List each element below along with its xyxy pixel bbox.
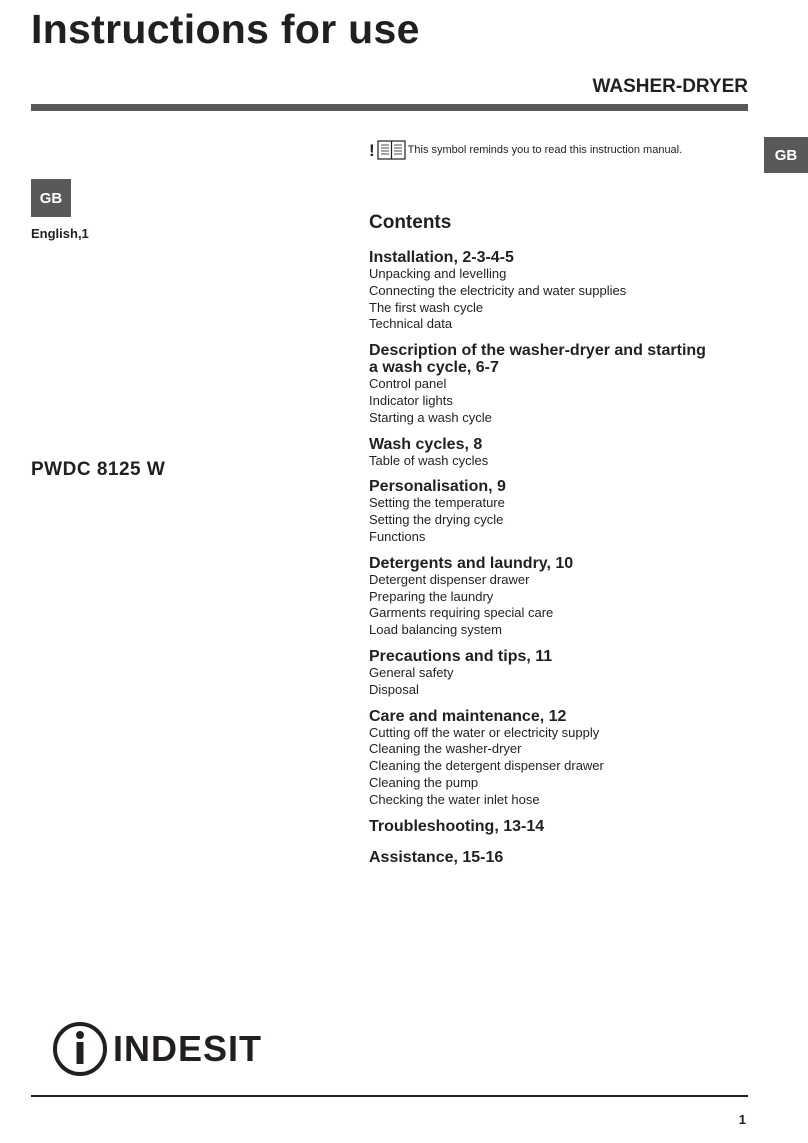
- toc-item: Setting the drying cycle: [369, 512, 504, 528]
- toc-item: Table of wash cycles: [369, 452, 489, 468]
- toc-section-troubleshooting: [369, 818, 759, 835]
- toc-item: Cleaning the detergent dispenser drawer: [369, 758, 604, 774]
- toc-item: The first wash cycle: [369, 299, 484, 315]
- contents-heading: Contents: [369, 212, 452, 233]
- toc-item: Garments requiring special care: [369, 605, 554, 621]
- product-type: WASHER-DRYER: [592, 76, 748, 97]
- toc-section-title: Precautions and tips, 11: [369, 647, 553, 665]
- brand-wordmark: INDESIT: [113, 1028, 263, 1069]
- language-side-tab: [764, 137, 808, 173]
- language-badge: [31, 179, 71, 217]
- table-of-contents: [369, 249, 759, 875]
- toc-item: Checking the water inlet hose: [369, 791, 540, 807]
- toc-section-title: Personalisation, 9: [369, 478, 506, 496]
- toc-item: Starting a wash cycle: [369, 409, 492, 425]
- manual-notice: [369, 140, 682, 160]
- toc-item: Disposal: [369, 681, 419, 697]
- side-tab-label: GB: [774, 146, 798, 164]
- toc-item: Control panel: [369, 376, 447, 392]
- toc-item: Connecting the electricity and water supplies: [369, 282, 627, 298]
- footer-rule: [31, 1095, 748, 1097]
- toc-section-title: Assistance, 15-16: [369, 848, 504, 866]
- model-number: PWDC 8125 W: [31, 459, 166, 480]
- toc-item: Cleaning the pump: [369, 774, 479, 790]
- toc-item: Detergent dispenser drawer: [369, 571, 530, 587]
- toc-item: Preparing the laundry: [369, 588, 494, 604]
- page-number: 1: [738, 1112, 746, 1127]
- page-title: Instructions for use: [31, 6, 420, 52]
- toc-item: Functions: [369, 528, 426, 544]
- toc-item: Setting the temperature: [369, 495, 505, 511]
- toc-section-assistance: [369, 849, 759, 866]
- toc-section-title: Troubleshooting, 13-14: [369, 817, 545, 835]
- toc-section-personalisation: [369, 478, 759, 545]
- notice-text: This symbol reminds you to read this instruction manual.: [407, 144, 683, 156]
- toc-section-title: Detergents and laundry, 10: [369, 554, 574, 572]
- toc-item: Cleaning the washer-dryer: [369, 741, 522, 757]
- toc-item: Unpacking and levelling: [369, 266, 507, 281]
- toc-section-precautions: [369, 648, 759, 699]
- exclamation-mark: !: [369, 140, 375, 160]
- toc-section-title-continued: a wash cycle, 6-7: [369, 359, 499, 377]
- language-badge-label: GB: [39, 189, 63, 207]
- brand-logo: [51, 1020, 262, 1078]
- toc-section-title: Wash cycles, 8: [369, 435, 483, 453]
- toc-section-installation: [369, 249, 759, 333]
- toc-section-detergents: [369, 555, 759, 639]
- language-entry: English,1: [31, 226, 89, 241]
- toc-section-title: Installation, 2-3-4-5: [369, 249, 514, 266]
- toc-section-care: [369, 708, 759, 809]
- toc-item: Technical data: [369, 316, 453, 332]
- toc-item: Cutting off the water or electricity supply: [369, 724, 600, 740]
- toc-item: Load balancing system: [369, 622, 502, 638]
- indesit-logo-icon: [51, 1020, 109, 1078]
- toc-section-description: [369, 342, 759, 426]
- toc-item: General safety: [369, 664, 454, 680]
- toc-section-wash-cycles: [369, 436, 759, 470]
- toc-section-title: Care and maintenance, 12: [369, 707, 567, 725]
- toc-item: Indicator lights: [369, 392, 453, 408]
- book-icon: [377, 140, 406, 160]
- header-rule: [31, 104, 748, 111]
- toc-section-title: Description of the washer-dryer and starting: [369, 342, 706, 360]
